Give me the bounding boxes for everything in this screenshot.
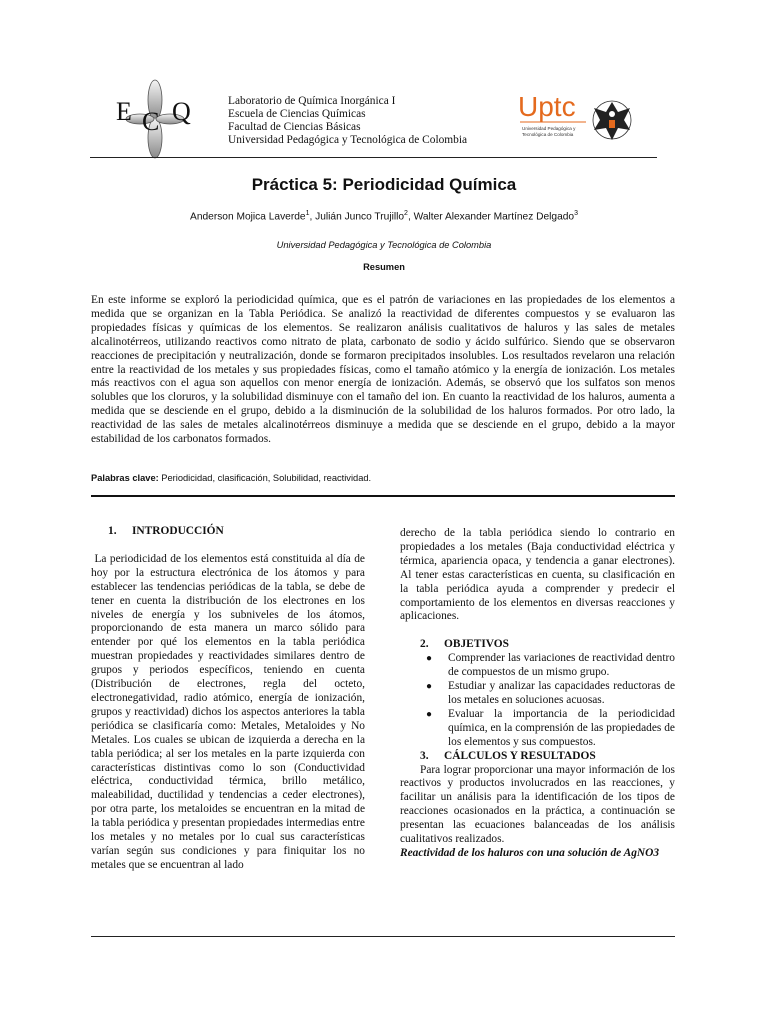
- right-column: [400, 527, 675, 861]
- uptc-logo-graphic: [514, 84, 634, 152]
- bullet-icon: ●: [426, 708, 433, 720]
- section-title: INTRODUCCIÓN: [132, 525, 224, 537]
- author-separator: ,: [407, 211, 414, 223]
- section-title: OBJETIVOS: [444, 638, 509, 651]
- author-name: Julián Junco Trujillo: [315, 211, 405, 223]
- paper-title: Práctica 5: Periodicidad Química: [251, 175, 517, 194]
- uptc-wordmark: Uptc: [518, 91, 576, 122]
- bullet-icon: ●: [426, 653, 433, 665]
- left-column: [91, 525, 368, 873]
- section-heading-calculations: [400, 750, 675, 764]
- list-item-text: Estudiar y analizar las capacidades reductoras de los metales en soluciones acuosas.: [448, 680, 675, 706]
- intro-paragraph-continued: derecho de la tabla periódica siendo lo contrario en propiedades a los metales (Baja conductividad eléctrica y térmica, apariencia opaca, y tendencia a ganar electrones). Al tener estas características en cuenta, su clasificación en la tabla periódica ayuda a comprender y predecir el comportamiento de los elementos en diversas reacciones y aplicaciones.: [400, 527, 675, 623]
- section-title: CÁLCULOS Y RESULTADOS: [444, 749, 596, 762]
- lab-line: Facultad de Ciencias Básicas: [228, 121, 361, 133]
- ecq-logo-graphic: [112, 78, 198, 160]
- section-heading-objectives: [400, 638, 675, 652]
- section-number: 3.: [420, 749, 429, 762]
- abstract-body: En este informe se exploró la periodicidad química, que es el patrón de variaciones en las propiedades de los elementos a medida que se organizan en la Tabla Periódica. Se analizó la reactividad de diferentes compuestos y se evaluaron las propiedades físicas y químicas de los elementos. Se realizaron análisis cualitativos de haluros y las sales de metales alcalinotérreos, utilizando reactivos como nitrato de plata, carbonato de sodio y ácido sulfúrico. Siendo que se observaron reacciones de precipitación y neutralización, donde se formaron precipitados insolubles. Los resultados revelaron una relación entre la reactividad de los metales y sus propiedades físicas, como el tamaño atómico y la energía de ionización. Los metales más reactivos con el agua son aquellos con menor energía de ionización. Además, se observó que los sulfatos son menos solubles que los cloruros, y la solubilidad disminuye con el tamaño del ion. En cuanto la reactividad de los haluros, aumenta a medida que se desciende en el grupo, debido a la disminución de la solubilidad de los haluros formados. Por otro lado, la reactividad de las sales de metales alcalinotérreos disminuye a medida que se desciende en el grupo, debido a la mayor estabilidad de los carbonatos formados.: [91, 294, 675, 446]
- uptc-subtitle: Tecnológica de Colombia: [522, 132, 574, 137]
- keywords: [91, 473, 675, 483]
- objectives-list: [400, 652, 675, 749]
- bullet-icon: ●: [426, 681, 433, 693]
- list-item-text: Evaluar la importancia de la periodicidad química, en la comprensión de las propiedades de los elementos y sus compuestos.: [448, 707, 675, 748]
- section-heading-introduction: [91, 525, 365, 539]
- logo-letter-e: E: [116, 97, 132, 126]
- section-number: 1.: [108, 525, 117, 537]
- list-item: [400, 652, 675, 680]
- lab-info: [228, 95, 467, 147]
- intro-paragraph: La periodicidad de los elementos está constituida al día de hoy por la estructura electrónica de los átomos y para establecer las tendencias periódicas de la tabla, se debe de tener en cuenta la distribución de los electrones en los niveles de energía y los subniveles de los átomos, proporcionando de esta manera un marco sólido para entender por qué los elementos en la tabla periódica muestran propiedades y reactividades similares dentro de grupos y periodos específicos, teniendo en cuenta (Distribución de electrones, regla del octeto, electronegatividad, radio atómico, energía de ionización, grupos y reactividad) dichos los aspectos anteriores la tabla periódica se clasificaría como: Metales, Metaloides y No Metales. Los cuales se ubican de izquierda a derecha en la tabla periódica; al ser los metales en la parte izquierda con características distintivas como lo son (Conductividad eléctrica, conductividad térmica, brillo metálico, maleabilidad, ductilidad y tendencias a ceder electrones), por otra parte, los metaloides se encuentran en la mitad de la tabla periódica y presentan propiedades intermedias entre los metales y no metales por lo cual sus características varían según sus condiciones y para finiquitar los no metales que se encuentran al lado: [91, 552, 368, 871]
- abstract-divider: [91, 495, 675, 497]
- footer-divider: [91, 936, 675, 937]
- logo-letter-c: C: [142, 107, 160, 136]
- lab-line: Universidad Pedagógica y Tecnológica de Colombia: [228, 134, 468, 146]
- keywords-text: Periodicidad, clasificación, Solubilidad, reactividad.: [158, 473, 372, 483]
- header-divider: [90, 157, 657, 158]
- author-affil-mark: 2: [404, 210, 408, 217]
- affiliation: Universidad Pedagógica y Tecnológica de Colombia: [276, 240, 492, 250]
- keywords-label: Palabras clave:: [91, 473, 159, 483]
- section-number: 2.: [420, 638, 429, 651]
- logo-letter-q: Q: [172, 97, 191, 126]
- lab-line: Laboratorio de Química Inorgánica I: [228, 95, 396, 107]
- list-item: [400, 708, 675, 750]
- author-separator: ,: [309, 211, 316, 223]
- author-affil-mark: 3: [574, 210, 578, 217]
- subsection-heading: Reactividad de los haluros con una solución de AgNO3: [400, 846, 660, 859]
- ecq-logo: [112, 78, 198, 160]
- list-item-text: Comprender las variaciones de reactividad dentro de compuestos de un mismo grupo.: [448, 652, 675, 679]
- lab-line: Escuela de Ciencias Químicas: [228, 108, 366, 120]
- calc-paragraph: Para lograr proporcionar una mayor información de los reactivos y productos involucrados en las reacciones, y facilitar un análisis para la identificación de los tipos de reacciones ocasionados en la práctica, a continuación se presentan las ecuaciones balanceadas de los análisis cualitativos realizados.: [400, 763, 675, 846]
- author-affil-mark: 1: [305, 210, 310, 217]
- uptc-subtitle: Universidad Pedagógica y: [522, 126, 576, 131]
- uptc-logo: [514, 84, 634, 152]
- list-item: [400, 680, 675, 708]
- author-name: Anderson Mojica Laverde: [190, 211, 306, 223]
- author-list: [0, 210, 768, 222]
- author-name: Walter Alexander Martínez Delgado: [413, 211, 575, 223]
- abstract-heading: Resumen: [363, 262, 405, 272]
